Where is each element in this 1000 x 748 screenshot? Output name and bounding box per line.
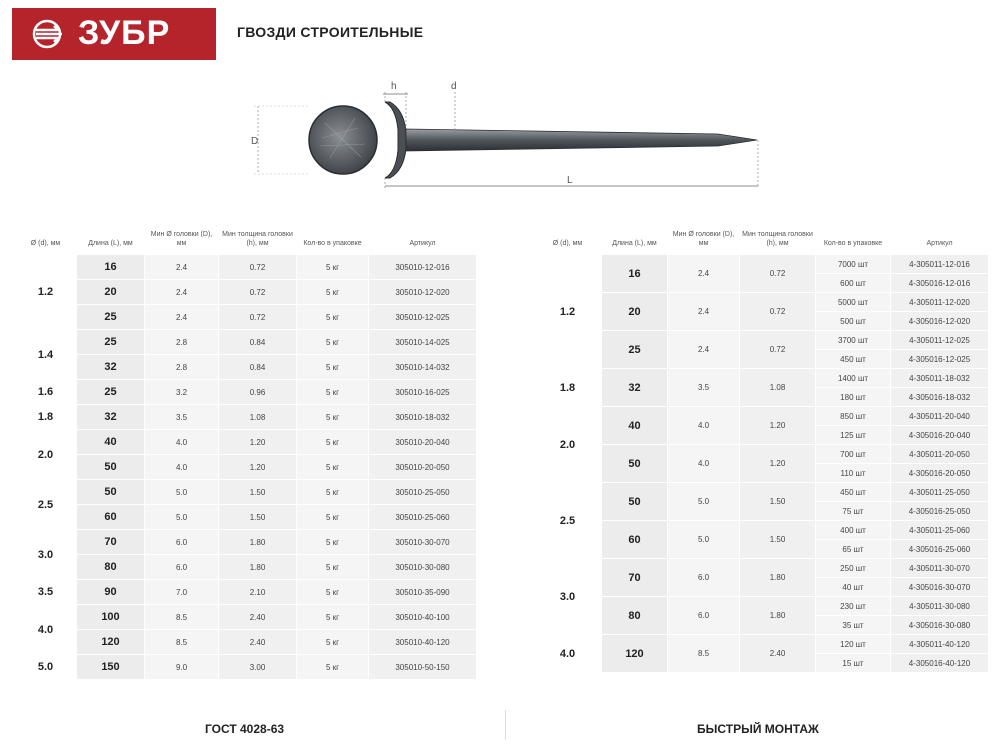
quantity-cell: 7000 шт [816, 255, 891, 274]
label-d: d [451, 81, 457, 92]
sku-cell: 4-305011-25-060 [891, 521, 989, 540]
sku-cell: 305010-20-040 [369, 430, 477, 455]
diameter-cell: 1.4 [15, 330, 77, 380]
sku-cell: 305010-20-050 [369, 455, 477, 480]
label-D: D [251, 136, 259, 147]
quantity-cell: 3700 шт [816, 331, 891, 350]
length-cell: 40 [77, 430, 145, 455]
header-head-diameter: Мин Ø головки (D), мм [672, 231, 735, 247]
head-diameter-cell: 4.0 [668, 407, 740, 445]
head-diameter-cell: 5.0 [668, 521, 740, 559]
sku-cell: 4-305011-40-120 [891, 635, 989, 654]
length-cell: 100 [77, 605, 145, 630]
head-thickness-cell: 1.80 [740, 597, 816, 635]
head-thickness-cell: 2.40 [740, 635, 816, 673]
quantity-cell: 1400 шт [816, 369, 891, 388]
sku-cell: 305010-25-050 [369, 480, 477, 505]
diameter-cell: 4.0 [534, 635, 602, 673]
gost-table-header [15, 222, 477, 255]
head-thickness-cell: 0.72 [219, 305, 297, 330]
nail-diagram [240, 78, 770, 198]
head-diameter-cell: 2.4 [668, 293, 740, 331]
table-row [15, 430, 477, 455]
header-head-diameter: Мин Ø головки (D), мм [150, 231, 213, 247]
table-row [15, 580, 477, 605]
quantity-cell: 5 кг [297, 405, 369, 430]
sku-cell: 4-305016-20-040 [891, 426, 989, 445]
head-thickness-cell: 1.08 [740, 369, 816, 407]
sku-cell: 305010-14-025 [369, 330, 477, 355]
length-cell: 32 [602, 369, 668, 407]
table-row [15, 280, 477, 305]
head-diameter-cell: 4.0 [145, 430, 219, 455]
footer-divider [505, 710, 506, 740]
head-thickness-cell: 1.50 [740, 521, 816, 559]
head-diameter-cell: 2.4 [145, 280, 219, 305]
quantity-cell: 5 кг [297, 630, 369, 655]
diameter-cell: 1.8 [534, 369, 602, 407]
quantity-cell: 125 шт [816, 426, 891, 445]
table-row [534, 407, 989, 426]
quantity-cell: 5 кг [297, 455, 369, 480]
table-row [15, 655, 477, 680]
quantity-cell: 5 кг [297, 605, 369, 630]
length-cell: 20 [77, 280, 145, 305]
diameter-cell: 2.5 [534, 483, 602, 559]
quantity-cell: 120 шт [816, 635, 891, 654]
quantity-cell: 5 кг [297, 355, 369, 380]
head-thickness-cell: 1.20 [740, 445, 816, 483]
sku-cell: 4-305016-12-020 [891, 312, 989, 331]
sku-cell: 4-305011-12-016 [891, 255, 989, 274]
head-diameter-cell: 6.0 [668, 559, 740, 597]
sku-cell: 4-305011-12-025 [891, 331, 989, 350]
sku-cell: 4-305011-20-050 [891, 445, 989, 464]
length-cell: 80 [77, 555, 145, 580]
head-thickness-cell: 1.50 [219, 505, 297, 530]
length-cell: 150 [77, 655, 145, 680]
diameter-cell: 1.2 [534, 255, 602, 369]
length-cell: 60 [77, 505, 145, 530]
head-thickness-cell: 1.80 [740, 559, 816, 597]
quantity-cell: 600 шт [816, 274, 891, 293]
head-thickness-cell: 0.72 [219, 280, 297, 305]
diameter-cell: 3.0 [15, 530, 77, 580]
sku-cell: 4-305016-30-080 [891, 616, 989, 635]
header-diameter: Ø (d), мм [30, 240, 61, 247]
length-cell: 16 [602, 255, 668, 293]
sku-cell: 4-305016-25-050 [891, 502, 989, 521]
length-cell: 25 [77, 305, 145, 330]
head-thickness-cell: 1.20 [219, 455, 297, 480]
table-row [15, 455, 477, 480]
length-cell: 120 [77, 630, 145, 655]
head-thickness-cell: 0.72 [740, 255, 816, 293]
header-quantity: Кол-во в упаковке [823, 240, 883, 247]
table-row [15, 405, 477, 430]
quantity-cell: 5 кг [297, 430, 369, 455]
sku-cell: 305010-30-070 [369, 530, 477, 555]
sku-cell: 4-305011-30-070 [891, 559, 989, 578]
sku-cell: 4-305016-18-032 [891, 388, 989, 407]
head-diameter-cell: 3.5 [145, 405, 219, 430]
table-row [534, 293, 989, 312]
sku-cell: 305010-50-150 [369, 655, 477, 680]
head-thickness-cell: 0.72 [219, 255, 297, 280]
diameter-cell: 1.6 [15, 380, 77, 405]
nail-head-side [385, 102, 406, 178]
length-cell: 50 [77, 480, 145, 505]
sku-cell: 305010-12-020 [369, 280, 477, 305]
sku-cell: 4-305011-30-080 [891, 597, 989, 616]
page-title: ГВОЗДИ СТРОИТЕЛЬНЫЕ [237, 24, 424, 40]
quantity-cell: 500 шт [816, 312, 891, 331]
diameter-cell: 3.0 [534, 559, 602, 635]
quantity-cell: 5 кг [297, 380, 369, 405]
length-cell: 25 [602, 331, 668, 369]
head-diameter-cell: 7.0 [145, 580, 219, 605]
diameter-cell: 2.0 [534, 407, 602, 483]
head-diameter-cell: 5.0 [668, 483, 740, 521]
table-row [15, 480, 477, 505]
length-cell: 90 [77, 580, 145, 605]
sku-cell: 305010-40-100 [369, 605, 477, 630]
sku-cell: 4-305016-25-060 [891, 540, 989, 559]
quantity-cell: 110 шт [816, 464, 891, 483]
table-row [534, 597, 989, 616]
head-thickness-cell: 0.72 [740, 293, 816, 331]
quantity-cell: 5 кг [297, 305, 369, 330]
diameter-cell: 1.2 [15, 255, 77, 330]
quantity-cell: 5 кг [297, 330, 369, 355]
length-cell: 50 [77, 455, 145, 480]
head-thickness-cell: 1.80 [219, 555, 297, 580]
head-diameter-cell: 8.5 [145, 605, 219, 630]
head-thickness-cell: 3.00 [219, 655, 297, 680]
table-row [534, 331, 989, 350]
quantity-cell: 5 кг [297, 255, 369, 280]
diameter-cell: 2.5 [15, 480, 77, 530]
length-cell: 40 [602, 407, 668, 445]
header-head-thickness: Мин толщина головки (h), мм [222, 231, 293, 247]
head-thickness-cell: 0.96 [219, 380, 297, 405]
table-row [534, 369, 989, 388]
quantity-cell: 75 шт [816, 502, 891, 521]
label-L: L [567, 175, 573, 186]
head-thickness-cell: 0.84 [219, 355, 297, 380]
header-head-thickness: Мин толщина головки (h), мм [742, 231, 813, 247]
table-row [15, 605, 477, 630]
table-row [534, 635, 989, 654]
sku-cell: 305010-35-090 [369, 580, 477, 605]
sku-cell: 305010-30-080 [369, 555, 477, 580]
sku-cell: 4-305016-40-120 [891, 654, 989, 673]
sku-cell: 4-305011-18-032 [891, 369, 989, 388]
sku-cell: 4-305016-12-025 [891, 350, 989, 369]
diameter-cell: 3.5 [15, 580, 77, 605]
table-row [15, 305, 477, 330]
table-row [15, 255, 477, 280]
nail-shank [406, 129, 757, 151]
sku-cell: 305010-12-016 [369, 255, 477, 280]
arrow-logo-icon [32, 19, 72, 49]
quantity-cell: 230 шт [816, 597, 891, 616]
head-diameter-cell: 2.4 [668, 331, 740, 369]
head-thickness-cell: 2.40 [219, 605, 297, 630]
table-row [534, 521, 989, 540]
footer-gost-label: ГОСТ 4028-63 [205, 722, 285, 736]
header-length: Длина (L), мм [612, 240, 657, 247]
fast-mount-table [533, 222, 989, 673]
quantity-cell: 5 кг [297, 555, 369, 580]
header-diameter: Ø (d), мм [552, 240, 583, 247]
footer-fast-mount-label: БЫСТРЫЙ МОНТАЖ [697, 722, 819, 736]
quantity-cell: 400 шт [816, 521, 891, 540]
quantity-cell: 5 кг [297, 580, 369, 605]
head-diameter-cell: 3.2 [145, 380, 219, 405]
label-h: h [391, 81, 397, 92]
quantity-cell: 700 шт [816, 445, 891, 464]
head-diameter-cell: 4.0 [145, 455, 219, 480]
head-diameter-cell: 2.8 [145, 330, 219, 355]
sku-cell: 305010-16-025 [369, 380, 477, 405]
head-thickness-cell: 0.72 [740, 331, 816, 369]
head-thickness-cell: 1.50 [740, 483, 816, 521]
head-thickness-cell: 1.80 [219, 530, 297, 555]
length-cell: 50 [602, 483, 668, 521]
head-thickness-cell: 0.84 [219, 330, 297, 355]
sku-cell: 4-305016-12-016 [891, 274, 989, 293]
quantity-cell: 15 шт [816, 654, 891, 673]
length-cell: 80 [602, 597, 668, 635]
quantity-cell: 5 кг [297, 480, 369, 505]
sku-cell: 305010-25-060 [369, 505, 477, 530]
length-cell: 20 [602, 293, 668, 331]
length-cell: 60 [602, 521, 668, 559]
table-row [15, 530, 477, 555]
sku-cell: 4-305016-30-070 [891, 578, 989, 597]
sku-cell: 305010-12-025 [369, 305, 477, 330]
quantity-cell: 65 шт [816, 540, 891, 559]
length-cell: 32 [77, 355, 145, 380]
quantity-cell: 850 шт [816, 407, 891, 426]
header-length: Длина (L), мм [88, 240, 133, 247]
header-quantity: Кол-во в упаковке [303, 240, 362, 247]
head-diameter-cell: 8.5 [668, 635, 740, 673]
head-diameter-cell: 6.0 [145, 530, 219, 555]
table-row [15, 380, 477, 405]
sku-cell: 4-305016-20-050 [891, 464, 989, 483]
length-cell: 25 [77, 380, 145, 405]
length-cell: 32 [77, 405, 145, 430]
diameter-cell: 2.0 [15, 430, 77, 480]
quantity-cell: 40 шт [816, 578, 891, 597]
quantity-cell: 5 кг [297, 530, 369, 555]
head-diameter-cell: 6.0 [668, 597, 740, 635]
length-cell: 70 [77, 530, 145, 555]
sku-cell: 305010-40-120 [369, 630, 477, 655]
length-cell: 50 [602, 445, 668, 483]
table-row [534, 559, 989, 578]
quantity-cell: 35 шт [816, 616, 891, 635]
sku-cell: 305010-18-032 [369, 405, 477, 430]
table-row [15, 505, 477, 530]
gost-table [14, 222, 477, 680]
head-diameter-cell: 9.0 [145, 655, 219, 680]
head-diameter-cell: 8.5 [145, 630, 219, 655]
quantity-cell: 5000 шт [816, 293, 891, 312]
length-cell: 16 [77, 255, 145, 280]
head-diameter-cell: 2.4 [145, 255, 219, 280]
head-diameter-cell: 2.4 [668, 255, 740, 293]
diameter-cell: 1.8 [15, 405, 77, 430]
table-row [534, 255, 989, 274]
length-cell: 25 [77, 330, 145, 355]
table-row [15, 555, 477, 580]
head-diameter-cell: 2.8 [145, 355, 219, 380]
brand-logo [12, 8, 216, 60]
logo-text: ЗУБР [78, 14, 171, 52]
quantity-cell: 5 кг [297, 505, 369, 530]
quantity-cell: 450 шт [816, 350, 891, 369]
head-diameter-cell: 4.0 [668, 445, 740, 483]
head-thickness-cell: 2.40 [219, 630, 297, 655]
diameter-cell: 5.0 [15, 655, 77, 680]
head-diameter-cell: 6.0 [145, 555, 219, 580]
table-row [15, 355, 477, 380]
diameter-cell: 4.0 [15, 605, 77, 655]
head-thickness-cell: 1.08 [219, 405, 297, 430]
head-diameter-cell: 5.0 [145, 480, 219, 505]
table-row [534, 445, 989, 464]
quantity-cell: 250 шт [816, 559, 891, 578]
length-cell: 70 [602, 559, 668, 597]
head-thickness-cell: 1.20 [740, 407, 816, 445]
header-sku: Артикул [926, 240, 953, 247]
sku-cell: 4-305011-20-040 [891, 407, 989, 426]
sku-cell: 305010-14-032 [369, 355, 477, 380]
head-diameter-cell: 2.4 [145, 305, 219, 330]
quantity-cell: 5 кг [297, 655, 369, 680]
quantity-cell: 450 шт [816, 483, 891, 502]
quantity-cell: 180 шт [816, 388, 891, 407]
table-row [15, 330, 477, 355]
sku-cell: 4-305011-12-020 [891, 293, 989, 312]
head-thickness-cell: 2.10 [219, 580, 297, 605]
length-cell: 120 [602, 635, 668, 673]
header-sku: Артикул [409, 240, 436, 247]
table-row [15, 630, 477, 655]
head-thickness-cell: 1.50 [219, 480, 297, 505]
fast-table-header [534, 222, 989, 255]
head-diameter-cell: 3.5 [668, 369, 740, 407]
head-thickness-cell: 1.20 [219, 430, 297, 455]
head-diameter-cell: 5.0 [145, 505, 219, 530]
quantity-cell: 5 кг [297, 280, 369, 305]
table-row [534, 483, 989, 502]
sku-cell: 4-305011-25-050 [891, 483, 989, 502]
